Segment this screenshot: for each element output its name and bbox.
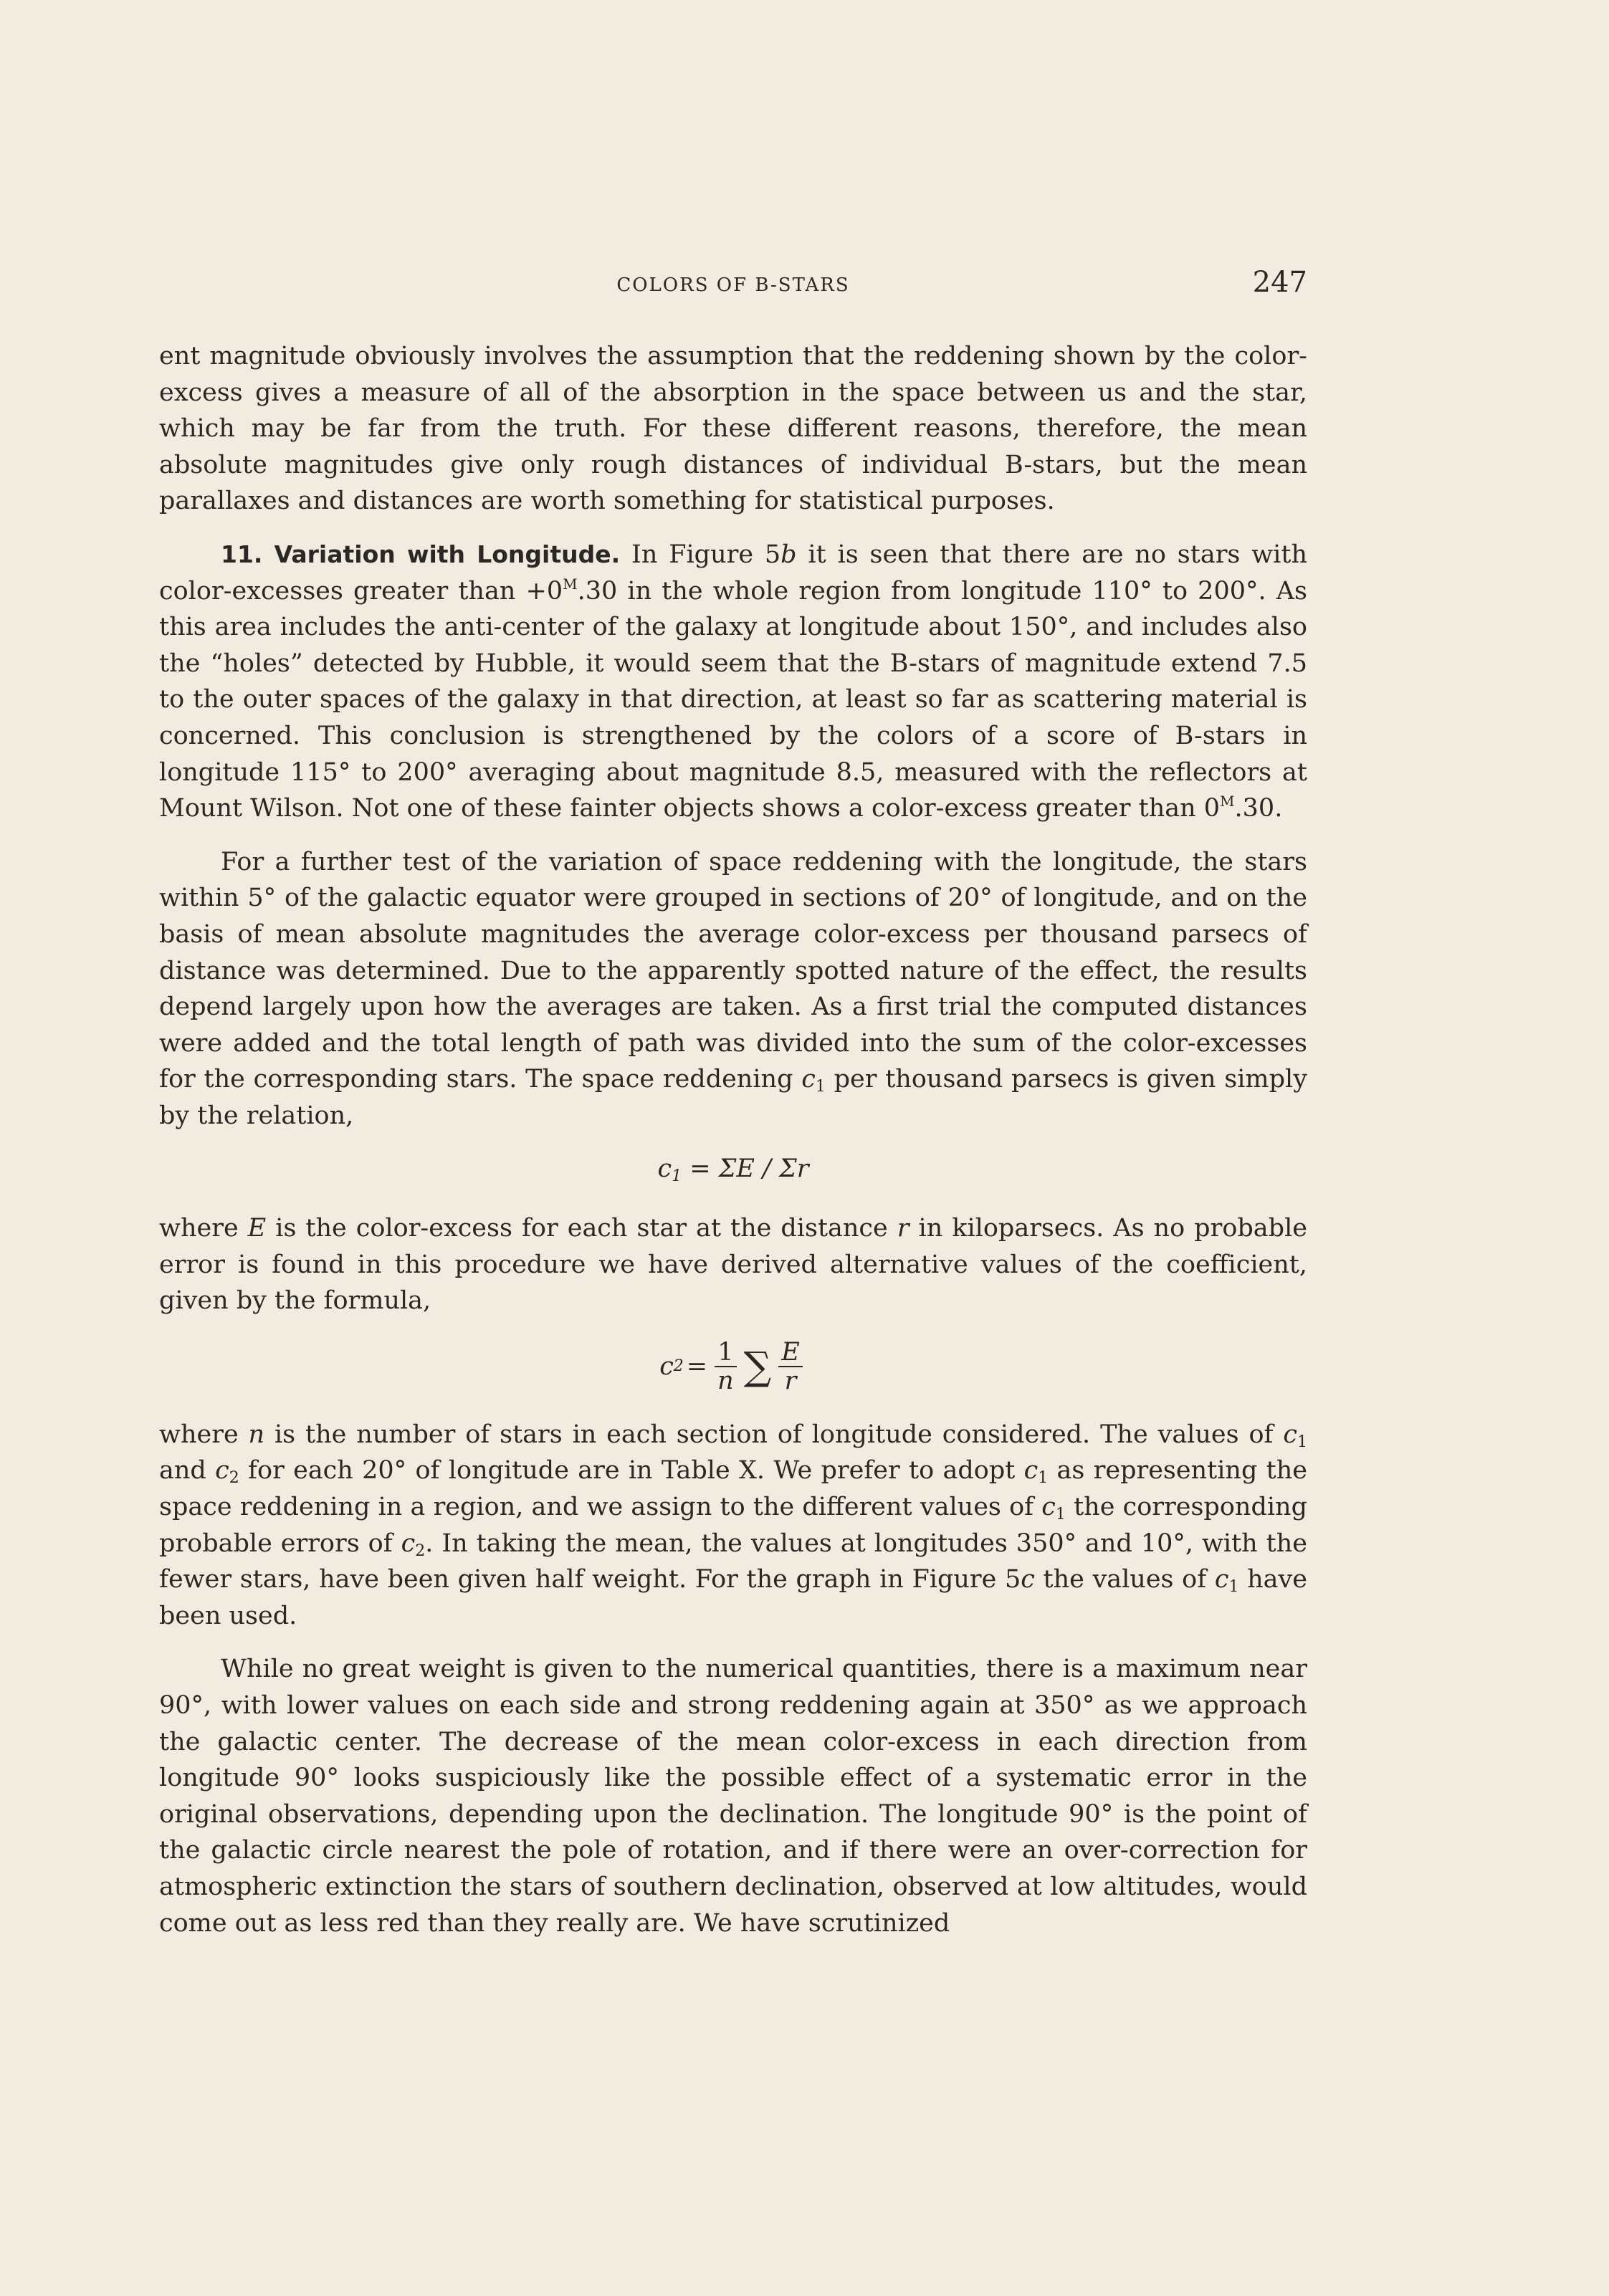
paragraph-while-no-great-weight <box>159 1651 1307 1941</box>
variable-c: c <box>1283 1420 1297 1449</box>
subscript: 1 <box>1297 1432 1307 1451</box>
paragraph-continued <box>159 338 1307 520</box>
text-run: .30. <box>1234 794 1283 823</box>
fraction-denominator: r <box>784 1366 797 1395</box>
page-number: 247 <box>1252 266 1307 299</box>
summation-sign: ∑ <box>743 1343 772 1389</box>
running-head: COLORS OF B-STARS <box>616 274 850 296</box>
variable-e: E <box>247 1214 267 1243</box>
text-run: where <box>159 1214 248 1243</box>
text-run: For a further test of the variation of space reddening with the longitude, the stars within 5° of the galactic equator were grouped in sections of 20° of longitude, and on the basis of mean absolute magnitudes the average color-excess per thousand parsecs of distance was determined. Due to the apparently spotted nature of the effect, the results depend largely upon how the averages are taken. As a first trial the computed distances were added and the total length of path was divided into the sum of the color-excesses for the corresponding stars. The space reddening <box>159 847 1307 1094</box>
magnitude-superscript: M <box>563 575 578 593</box>
section-heading: 11. Variation with Longitude. <box>221 540 621 568</box>
fraction-e-over-r <box>778 1339 803 1395</box>
fraction-numerator: 1 <box>715 1339 736 1367</box>
text-run: .30 in the whole region from longitude 110° to 200°. As this area includes the anti-center of the galaxy at longitude about 150°, and includes also the “holes” detected by Hubble, it would seem that the B-stars of magnitude extend 7.5 to the outer spaces of the galaxy in that direction, at least so far as scattering material is concerned. This conclusion is strengthened by the colors of a score of B-stars in longitude 115° to 200° averaging about magnitude 8.5, measured with the reflectors at Mount Wilson. Not one of these fainter objects shows a color-excess greater than 0 <box>159 576 1307 823</box>
text-run: the values of <box>1034 1565 1215 1594</box>
fraction-numerator: E <box>778 1339 803 1367</box>
equation-lhs: c <box>657 1154 672 1184</box>
text-run: the corresponding probable errors of <box>159 1493 1307 1558</box>
variable-r: r <box>897 1214 909 1243</box>
variable-c: c <box>801 1065 816 1094</box>
equation-c2: c 2 = $\frac{1}{n}$ ∑ $\frac{E}{r}$ <box>159 1334 1307 1400</box>
figure-letter: b <box>780 540 797 569</box>
page-header <box>159 266 1307 306</box>
subscript: 1 <box>1038 1469 1049 1488</box>
variable-c: c <box>1023 1456 1039 1486</box>
variable-n: n <box>248 1420 265 1449</box>
subscript: 2 <box>415 1541 426 1560</box>
variable-c: c <box>215 1456 229 1486</box>
variable-c: c <box>401 1529 416 1558</box>
variable-c: c <box>1041 1493 1056 1522</box>
fraction-denominator: n <box>717 1366 734 1395</box>
text-run: where <box>159 1420 249 1449</box>
figure-letter: c <box>1021 1565 1035 1594</box>
text-run: for each 20° of longitude are in Table X. We prefer to adopt <box>239 1456 1024 1486</box>
subscript: 1 <box>815 1078 826 1096</box>
text-run: . In taking the mean, the values at longitudes 350° and 10°, with the fewer stars, have been given half weight. For the graph in Figure 5 <box>159 1529 1307 1594</box>
text-run: it is seen that there are no stars with color-excesses greater than +0 <box>159 540 1307 606</box>
magnitude-superscript: M <box>1220 793 1235 810</box>
paragraph-text: While no great weight is given to the numerical quantities, there is a maximum near 90°, with lower values on each side and strong reddening again at 350° as we approach the galactic center. The decrease of the mean color-excess in each direction from longitude 90° looks suspiciously like the possible effect of a systematic error in the original observations, depending upon the declination. The longitude 90° is the point of the galactic circle nearest the pole of rotation, and if there were an over-correction for atmospheric extinction the stars of southern declination, observed at low altitudes, would come out as less red than they really are. We have scrutinized <box>159 1655 1307 1938</box>
text-run: In Figure 5 <box>620 540 781 569</box>
text-run: per thousand parsecs is given simply by the relation, <box>159 1065 1307 1130</box>
text-run: as representing the space reddening in a region, and we assign to the different values of <box>159 1456 1307 1522</box>
equation-rhs: = ΣE / Σr <box>682 1154 809 1184</box>
body-text <box>159 338 1307 1958</box>
text-run: is the number of stars in each section of longitude considered. The values of <box>264 1420 1284 1449</box>
paragraph-where-n <box>159 1417 1307 1635</box>
text-run: have been used. <box>159 1565 1307 1630</box>
subscript: 2 <box>229 1469 239 1488</box>
equation-c1 <box>159 1151 1307 1187</box>
text-run: is the color-excess for each star at the distance <box>266 1214 897 1243</box>
equals-sign: = <box>686 1352 708 1381</box>
subscript: 1 <box>1055 1506 1066 1524</box>
equation-subscript: 1 <box>672 1167 682 1186</box>
subscript: 1 <box>1228 1578 1239 1597</box>
paragraph-section-11 <box>159 537 1307 827</box>
paragraph-text: ent magnitude obviously involves the assumption that the reddening shown by the color-excess gives a measure of all of the absorption in the space between us and the star, which may be far from the truth. For these different reasons, therefore, the mean absolute magnitudes give only rough distances of individual B-stars, but the mean parallaxes and distances are worth something for statistical purposes. <box>159 342 1307 516</box>
paragraph-where-e <box>159 1210 1307 1319</box>
paragraph-further-test <box>159 844 1307 1134</box>
equation-lhs: c <box>659 1352 674 1381</box>
variable-c: c <box>1214 1565 1229 1594</box>
text-run: in kiloparsecs. As no probable error is found in this procedure we have derived alternative values of the coefficient, given by the formula, <box>159 1214 1307 1316</box>
fraction-one-over-n <box>715 1339 737 1395</box>
text-run: and <box>159 1456 216 1486</box>
